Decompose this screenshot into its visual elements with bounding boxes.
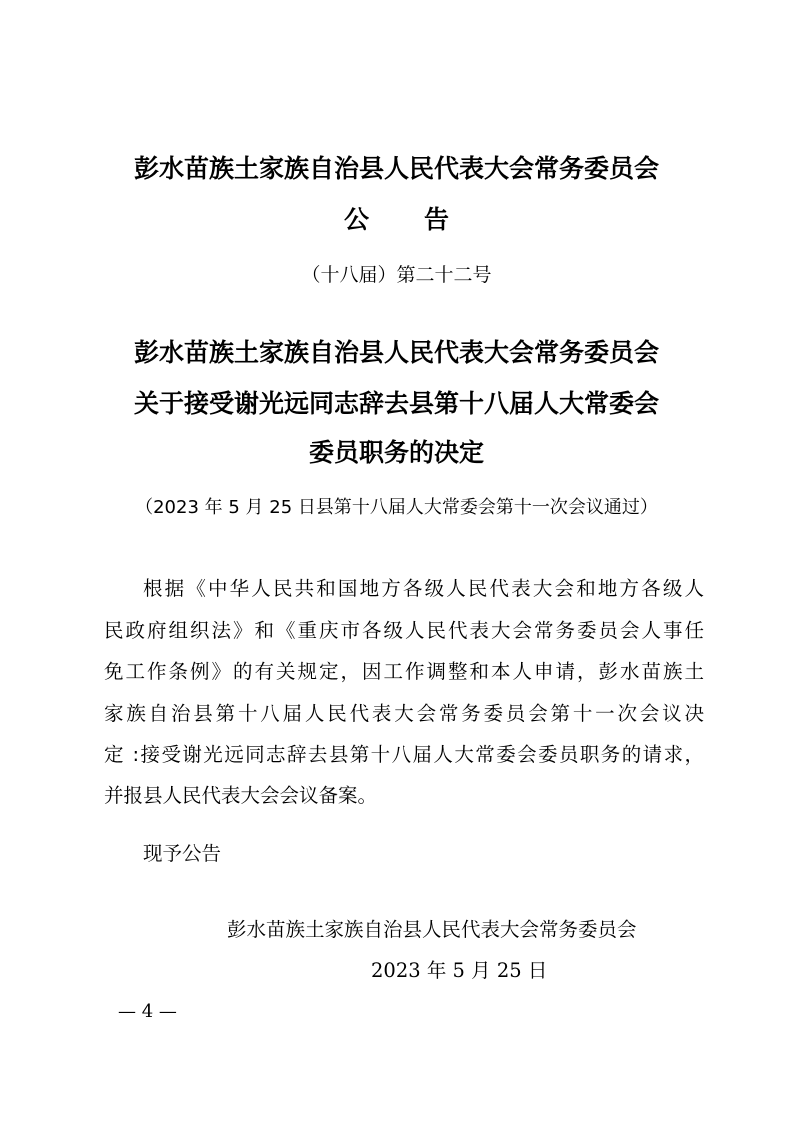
body-line: 家族自治县第十八届人民代表大会常务委员会第十一次会议决: [104, 702, 704, 725]
document-number: （十八届）第二十二号: [301, 264, 492, 286]
decision-title-line-1: 彭水苗族土家族自治县人民代表大会常务委员会: [133, 338, 659, 367]
body-line: 民政府组织法》和《重庆市各级人民代表大会常务委员会人事任: [104, 619, 704, 642]
signature-date: 2023 年 5 月 25 日: [371, 959, 548, 982]
organization-title: 彭水苗族土家族自治县人民代表大会常务委员会: [133, 154, 659, 183]
signature-organization: 彭水苗族土家族自治县人民代表大会常务委员会: [227, 918, 637, 941]
decision-title-line-3: 委员职务的决定: [308, 438, 484, 467]
announcement-line: 现予公告: [143, 842, 222, 865]
body-line: 免工作条例》的有关规定，因工作调整和本人申请，彭水苗族土: [104, 660, 704, 683]
document-type-title: 公告: [343, 205, 504, 234]
body-line: 根据《中华人民共和国地方各级人民代表大会和地方各级人: [143, 577, 704, 600]
body-line: 并报县人民代表大会会议备案。: [104, 784, 378, 807]
decision-title-line-2: 关于接受谢光远同志辞去县第十八届人大常委会: [133, 389, 659, 418]
page-number: — 4 —: [118, 1001, 177, 1022]
passed-note: （2023 年 5 月 25 日县第十八届人大常委会第十一次会议通过）: [135, 497, 658, 518]
body-line: 定 :接受谢光远同志辞去县第十八届人大常委会委员职务的请求，: [104, 743, 704, 766]
